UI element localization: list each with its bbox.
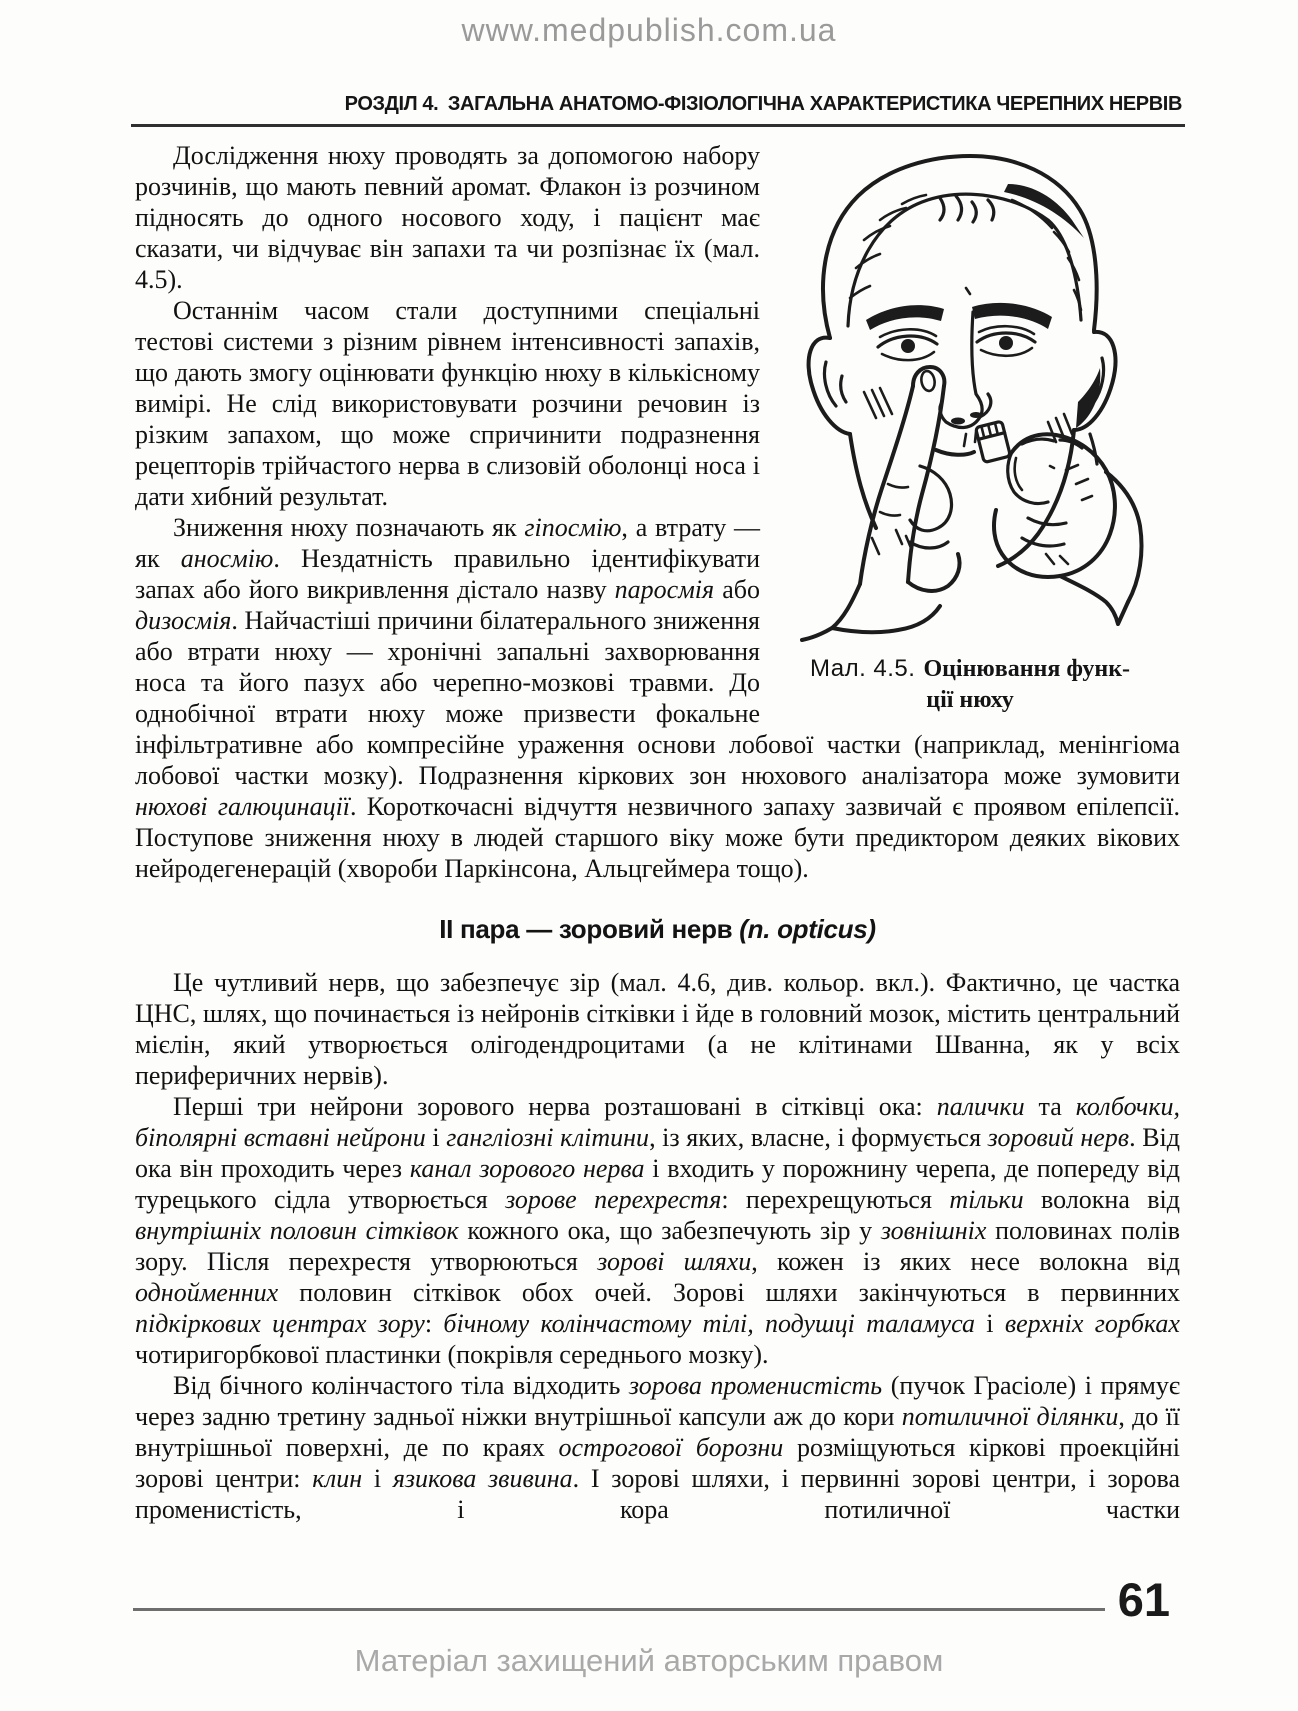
footer-divider [133,1608,1105,1611]
paragraph: Зниження нюху позначають як гіпосмію, а втрату — як аносмію. Нездатність правильно ідентифікувати запах або його викривлення дістало назву паросмія або дизосмія. Найчастіші причини білатерального зниження або втрати нюху — хронічні запальні захворювання носа та його пазух або черепно-мозкові травми. До однобічної втрати нюху може призвести фокальне інфільтративне або компресійне ураження основи лобової частки (наприклад, менінгіома лобової частки мозку). Подразнення кіркових зон нюхового аналізатора може зумовити нюхові галюцинації. Короткочасні відчуття незвичного запаху зазвичай є проявом епілепсії. Поступове зниження нюху в людей старшого віку може бути предиктором деяких вікових нейродегенерацій (хвороби Паркінсона, Альцгеймера тощо). [135,513,1181,883]
paragraph: Це чутливий нерв, що забезпечує зір (мал. 4.6, див. кольор. вкл.). Фактично, це частка ЦНС, шлях, що починається із нейронів сітківки і йде в головний мозок, містить центральний мієлін, який утворюється олігодендроцитами (а не клітинами Шванна, як у всіх периферичних нервів). [135,968,1180,1091]
figure-caption-title-line2: ції нюху [926,687,1014,713]
copyright-notice: Матеріал захищений авторським правом [354,1643,944,1678]
paragraph: Дослідження нюху проводять за допомогою набору розчинів, що мають певний аромат. Флакон із розчином підносять до одного носового ходу, і пацієнт має сказати, чи відчуває він запахи та чи розпізнає їх (мал. 4.5). [135,141,760,294]
section-heading: ІІ пара — зоровий нерв (n. opticus) [439,914,876,944]
page-number: 61 [1117,1573,1170,1626]
chapter-running-head: РОЗДІЛ 4. ЗАГАЛЬНА АНАТОМО-ФІЗІОЛОГІЧНА ХАРАКТЕРИСТИКА ЧЕРЕПНИХ НЕРВІВ [344,93,1182,115]
article-blocks [135,140,1180,1525]
paragraph: Перші три нейрони зорового нерва розташовані в сітківці ока: палички та колбочки, біполярні вставні нейрони і гангліозні клітини, із яких, власне, і формується зоровий нерв. Від ока він проходить через канал зорового нерва і входить у порожнину черепа, де попереду від турецького сідла утворюється зорове перехрестя: перехрещуються тільки волокна від внутрішніх половин сітківок кожного ока, що забезпечують зір у зовнішніх половинах полів зору. Після перехрестя утворюються зорові шляхи, кожен із яких несе волокна від однойменних половин сітківок обох очей. Зорові шляхи закінчуються в первинних підкіркових центрах зору: бічному колінчастому тілі, подушці таламуса і верхніх горбках чотиригорбкової пластинки (покрівля середнього мозку). [135,1092,1181,1370]
figure-caption-label: Мал. 4.5. [809,655,916,682]
header-divider [131,124,1185,127]
smell-test-illustration [760,140,1178,645]
paragraph: Від бічного колінчастого тіла відходить зорова променистість (пучок Грасіоле) і прямує через задню третину задньої ніжки внутрішньої капсули аж до кори потиличної ділянки, до її внутрішньої поверхні, де по краях острогової борозни розміщуються кіркові проекційні зорові центри: клин і язикова звивина. І зорові шляхи, і первинні зорові центри, і зорова променистість, і кора потиличної частки [135,1371,1181,1525]
figure-4-5 [760,140,1180,716]
paragraph: Останнім часом стали доступними спеціальні тестові системи з різним рівнем інтенсивності запахів, що дають змогу оцінювати функцію нюху в кількісному вимірі. Не слід використовувати розчини речовин із різким запахом, що може спричинити подразнення рецепторів трійчастого нерва в слизовій оболонці носа і дати хибний результат. [135,296,760,511]
figure-caption-title-line1: Оцінювання функ- [923,656,1131,682]
figure-caption [760,653,1180,716]
site-watermark: www.medpublish.com.ua [461,12,837,48]
